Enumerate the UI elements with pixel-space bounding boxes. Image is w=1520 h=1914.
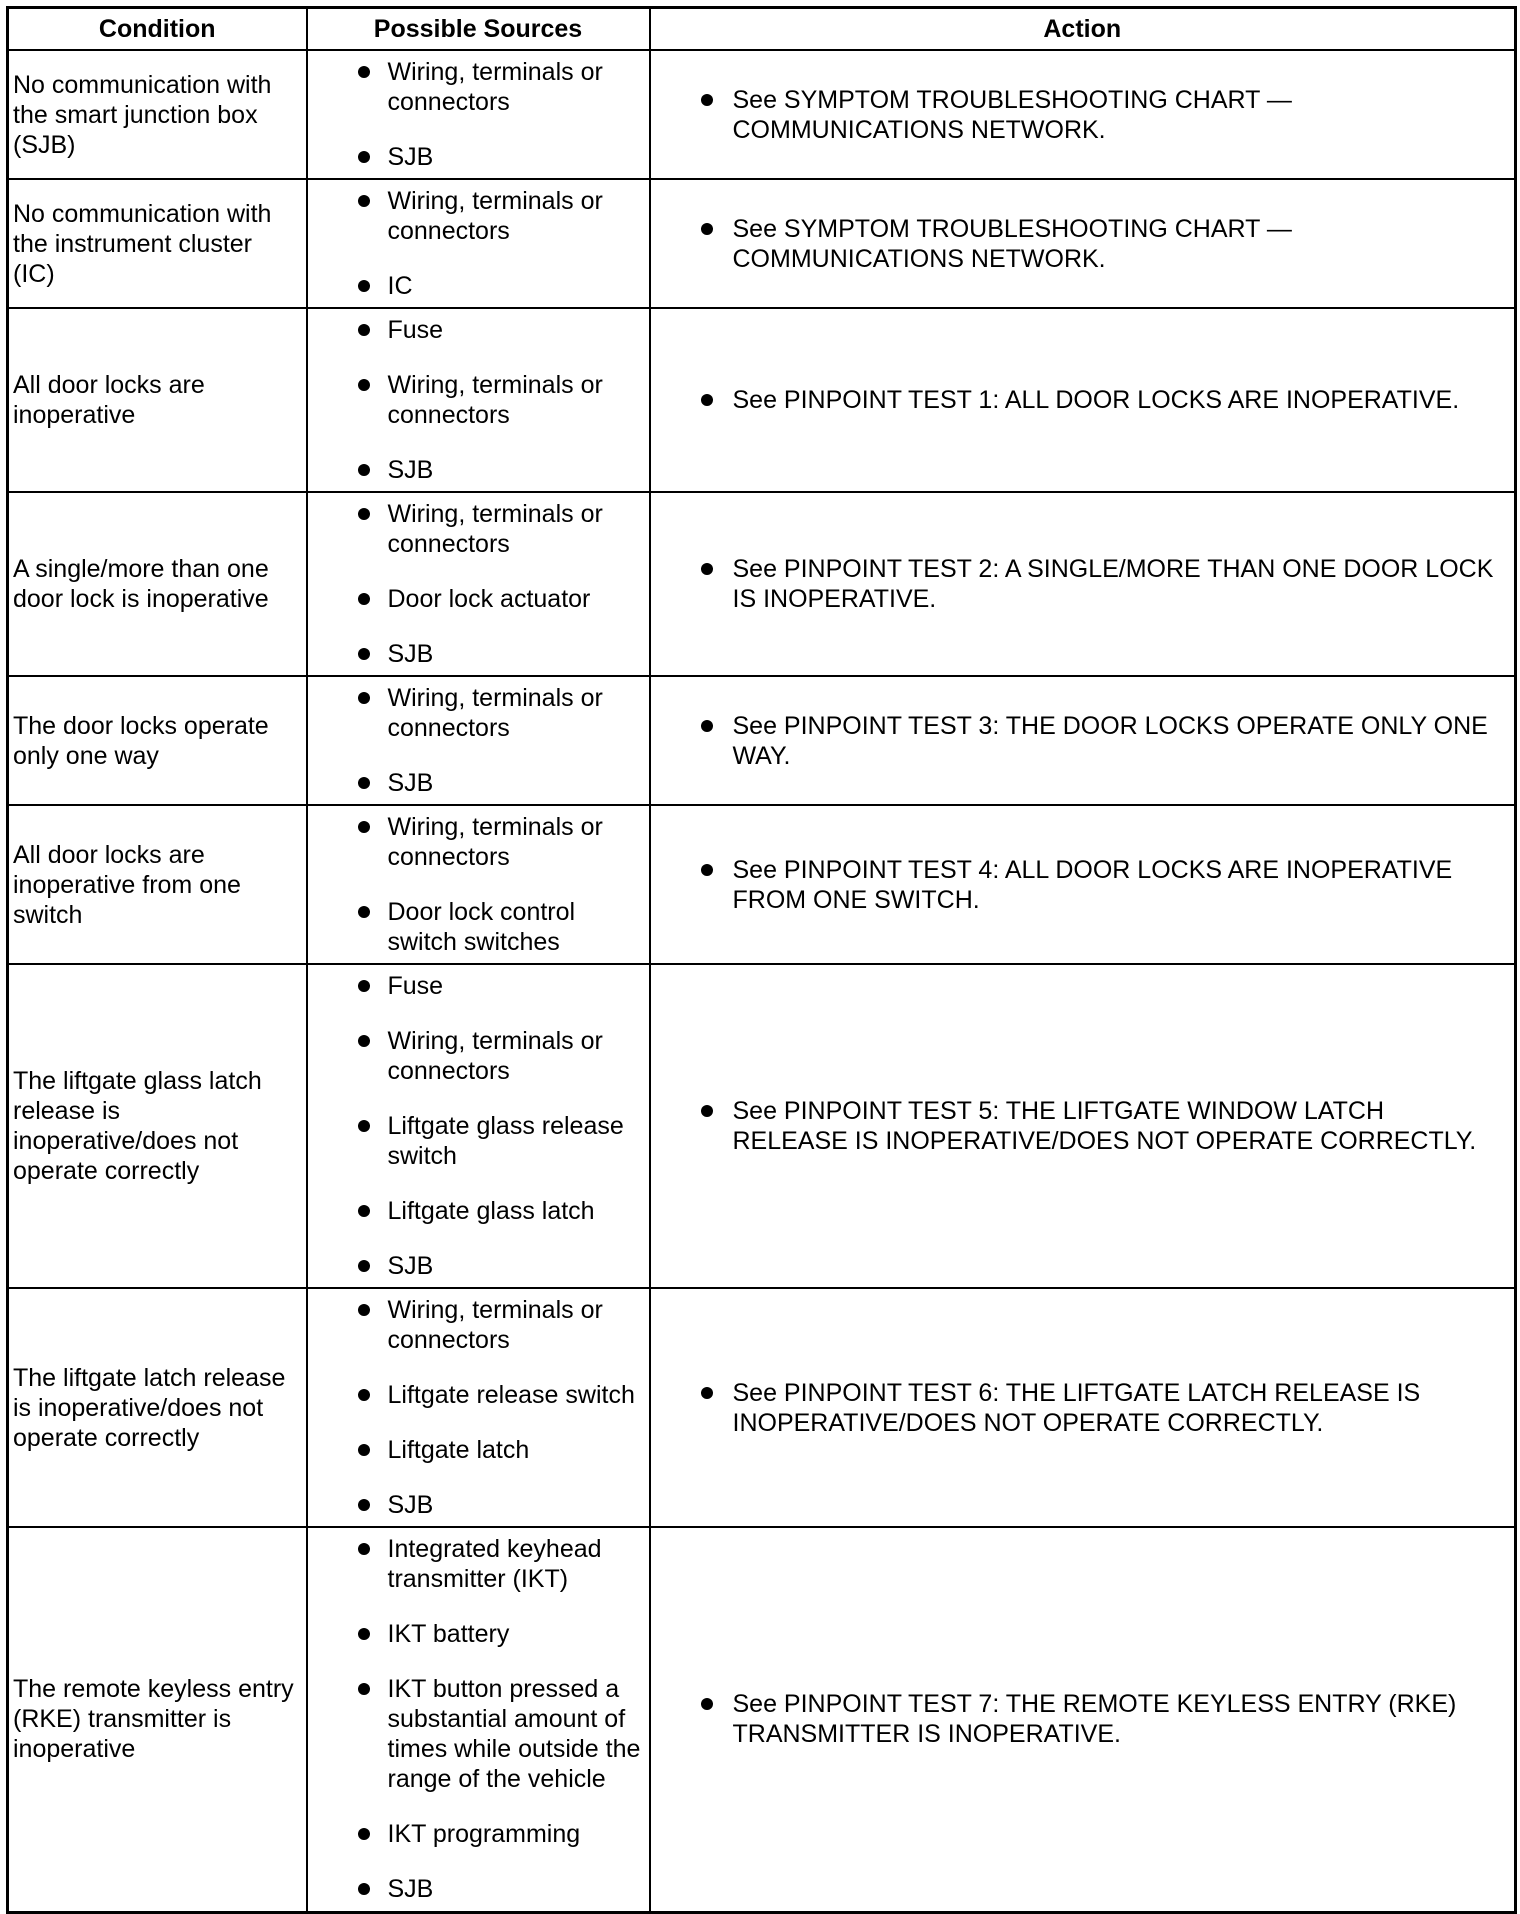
action-text: See PINPOINT TEST 6: THE LIFTGATE LATCH RELEASE IS INOPERATIVE/DOES NOT OPERATE CORRECTLY.	[732, 1378, 1421, 1437]
action-list	[651, 1096, 1497, 1156]
list-item	[308, 1380, 643, 1410]
bullet-icon	[358, 379, 370, 391]
action-text: See PINPOINT TEST 4: ALL DOOR LOCKS ARE INOPERATIVE FROM ONE SWITCH.	[732, 855, 1453, 914]
bullet-icon	[358, 692, 370, 704]
list-item	[651, 711, 1497, 771]
list-item	[308, 1490, 643, 1520]
list-item	[308, 370, 643, 430]
action-cell	[650, 308, 1516, 492]
table-row	[8, 676, 1516, 805]
possible-sources-cell	[307, 1527, 650, 1912]
action-list	[651, 214, 1497, 274]
bullet-icon	[358, 648, 370, 660]
list-item	[651, 554, 1497, 614]
source-text: IC	[387, 272, 413, 300]
action-list	[651, 711, 1497, 771]
source-text: IKT button pressed a substantial amount of times while outside the range of the vehicle	[387, 1675, 641, 1794]
source-text: Liftgate glass release switch	[387, 1112, 624, 1170]
list-item	[308, 455, 643, 485]
table-row	[8, 308, 1516, 492]
source-text: Liftgate release switch	[387, 1381, 635, 1409]
list-item	[651, 385, 1497, 415]
bullet-icon	[358, 1389, 370, 1401]
list-item	[308, 1674, 643, 1794]
bullet-icon	[358, 593, 370, 605]
source-text: Integrated keyhead transmitter (IKT)	[387, 1535, 602, 1594]
bullet-icon	[358, 1304, 370, 1316]
source-text: Fuse	[387, 316, 444, 344]
condition-cell: No communication with the smart junction box (SJB)	[8, 50, 307, 179]
table-row	[8, 1288, 1516, 1527]
bullet-icon	[358, 508, 370, 520]
source-text: SJB	[387, 456, 434, 484]
possible-sources-cell	[307, 492, 650, 676]
action-cell	[650, 964, 1516, 1288]
list-item	[308, 57, 643, 117]
table-body	[8, 50, 1516, 1912]
list-item	[308, 1435, 643, 1465]
condition-cell: The remote keyless entry (RKE) transmitter is inoperative	[8, 1527, 307, 1912]
source-text: SJB	[387, 640, 434, 668]
bullet-icon	[358, 821, 370, 833]
action-text: See SYMPTOM TROUBLESHOOTING CHART — COMMUNICATIONS NETWORK.	[732, 85, 1292, 144]
source-text: SJB	[387, 143, 434, 171]
condition-cell: A single/more than one door lock is inoperative	[8, 492, 307, 676]
list-item	[308, 897, 643, 957]
list-item	[308, 1251, 643, 1281]
list-item	[651, 1689, 1497, 1749]
possible-sources-cell	[307, 964, 650, 1288]
troubleshooting-table-container	[6, 6, 1514, 1904]
list-item	[308, 315, 643, 345]
action-text: See PINPOINT TEST 1: ALL DOOR LOCKS ARE INOPERATIVE.	[732, 386, 1460, 414]
header-action: Action	[650, 8, 1516, 51]
bullet-icon	[358, 980, 370, 992]
possible-sources-list	[308, 57, 643, 172]
bullet-icon	[358, 1543, 370, 1555]
possible-sources-cell	[307, 50, 650, 179]
possible-sources-list	[308, 1534, 643, 1904]
list-item	[308, 584, 643, 614]
list-item	[651, 1378, 1497, 1438]
bullet-icon	[358, 151, 370, 163]
bullet-icon	[358, 1260, 370, 1272]
condition-cell: The door locks operate only one way	[8, 676, 307, 805]
source-text: IKT battery	[387, 1620, 510, 1649]
list-item	[308, 1196, 643, 1226]
action-list	[651, 554, 1497, 614]
list-item	[308, 683, 643, 743]
table-row	[8, 805, 1516, 964]
source-text: IKT programming	[387, 1820, 581, 1849]
possible-sources-cell	[307, 179, 650, 308]
action-text: See PINPOINT TEST 2: A SINGLE/MORE THAN ONE DOOR LOCK IS INOPERATIVE.	[732, 555, 1494, 613]
source-text: Wiring, terminals or connectors	[387, 187, 603, 245]
bullet-icon	[358, 66, 370, 78]
list-item	[308, 639, 643, 669]
source-text: SJB	[387, 769, 434, 797]
list-item	[651, 214, 1497, 274]
list-item	[308, 971, 643, 1001]
list-item	[308, 1534, 643, 1594]
action-cell	[650, 492, 1516, 676]
list-item	[308, 499, 643, 559]
bullet-icon	[358, 464, 370, 476]
list-item	[308, 186, 643, 246]
action-cell	[650, 1527, 1516, 1912]
action-cell	[650, 179, 1516, 308]
action-text: See PINPOINT TEST 5: THE LIFTGATE WINDOW LATCH RELEASE IS INOPERATIVE/DOES NOT OPERATE CORRECTLY.	[732, 1097, 1477, 1155]
source-text: Wiring, terminals or connectors	[387, 813, 603, 871]
list-item	[651, 85, 1497, 145]
bullet-icon	[358, 1683, 370, 1695]
action-list	[651, 1378, 1497, 1438]
bullet-icon	[701, 720, 713, 732]
table-row	[8, 179, 1516, 308]
possible-sources-list	[308, 315, 643, 485]
table-header-row	[8, 8, 1516, 51]
source-text: Liftgate latch	[387, 1436, 530, 1464]
action-cell	[650, 50, 1516, 179]
bullet-icon	[701, 1105, 713, 1117]
possible-sources-list	[308, 971, 643, 1281]
bullet-icon	[358, 1628, 370, 1640]
list-item	[308, 1295, 643, 1355]
list-item	[651, 1096, 1497, 1156]
condition-cell: No communication with the instrument cluster (IC)	[8, 179, 307, 308]
condition-cell: All door locks are inoperative	[8, 308, 307, 492]
possible-sources-cell	[307, 308, 650, 492]
source-text: SJB	[387, 1252, 434, 1280]
bullet-icon	[358, 1499, 370, 1511]
bullet-icon	[358, 324, 370, 336]
list-item	[308, 142, 643, 172]
source-text: Door lock control switch switches	[387, 898, 576, 956]
bullet-icon	[701, 864, 713, 876]
bullet-icon	[358, 280, 370, 292]
action-list	[651, 385, 1497, 415]
possible-sources-list	[308, 812, 643, 957]
bullet-icon	[358, 1120, 370, 1132]
source-text: Fuse	[387, 972, 444, 1000]
list-item	[308, 1111, 643, 1171]
source-text: Wiring, terminals or connectors	[387, 371, 603, 429]
possible-sources-list	[308, 499, 643, 669]
source-text: Door lock actuator	[387, 585, 591, 613]
bullet-icon	[358, 1444, 370, 1456]
action-text: See PINPOINT TEST 7: THE REMOTE KEYLESS ENTRY (RKE) TRANSMITTER IS INOPERATIVE.	[732, 1690, 1457, 1749]
condition-cell: The liftgate glass latch release is inoperative/does not operate correctly	[8, 964, 307, 1288]
bullet-icon	[358, 1205, 370, 1217]
list-item	[308, 1026, 643, 1086]
action-list	[651, 855, 1497, 915]
list-item	[651, 855, 1497, 915]
bullet-icon	[358, 1035, 370, 1047]
action-list	[651, 1689, 1497, 1749]
bullet-icon	[358, 777, 370, 789]
possible-sources-cell	[307, 676, 650, 805]
table-row	[8, 964, 1516, 1288]
header-possible-sources: Possible Sources	[307, 8, 650, 51]
action-cell	[650, 805, 1516, 964]
source-text: Liftgate glass latch	[387, 1197, 595, 1225]
list-item	[308, 1874, 643, 1904]
bullet-icon	[701, 94, 713, 106]
bullet-icon	[358, 906, 370, 918]
source-text: Wiring, terminals or connectors	[387, 684, 603, 742]
table-row	[8, 492, 1516, 676]
bullet-icon	[358, 1883, 370, 1895]
action-cell	[650, 676, 1516, 805]
bullet-icon	[358, 195, 370, 207]
possible-sources-list	[308, 683, 643, 798]
source-text: Wiring, terminals or connectors	[387, 500, 603, 558]
source-text: Wiring, terminals or connectors	[387, 58, 603, 116]
bullet-icon	[358, 1828, 370, 1840]
list-item	[308, 1819, 643, 1849]
source-text: Wiring, terminals or connectors	[387, 1027, 603, 1085]
source-text: SJB	[387, 1491, 434, 1519]
header-condition: Condition	[8, 8, 307, 51]
action-cell	[650, 1288, 1516, 1527]
condition-cell: All door locks are inoperative from one switch	[8, 805, 307, 964]
possible-sources-list	[308, 1295, 643, 1520]
source-text: Wiring, terminals or connectors	[387, 1296, 603, 1354]
action-text: See SYMPTOM TROUBLESHOOTING CHART — COMMUNICATIONS NETWORK.	[732, 214, 1292, 273]
bullet-icon	[701, 563, 713, 575]
action-list	[651, 85, 1497, 145]
bullet-icon	[701, 1387, 713, 1399]
symptom-chart-table	[6, 6, 1517, 1914]
possible-sources-list	[308, 186, 643, 301]
table-row	[8, 50, 1516, 179]
bullet-icon	[701, 223, 713, 235]
possible-sources-cell	[307, 1288, 650, 1527]
condition-cell: The liftgate latch release is inoperative/does not operate correctly	[8, 1288, 307, 1527]
list-item	[308, 271, 643, 301]
bullet-icon	[701, 394, 713, 406]
bullet-icon	[701, 1698, 713, 1710]
possible-sources-cell	[307, 805, 650, 964]
action-text: See PINPOINT TEST 3: THE DOOR LOCKS OPERATE ONLY ONE WAY.	[732, 711, 1488, 770]
table-row	[8, 1527, 1516, 1912]
list-item	[308, 1619, 643, 1649]
list-item	[308, 812, 643, 872]
list-item	[308, 768, 643, 798]
source-text: SJB	[387, 1875, 434, 1904]
